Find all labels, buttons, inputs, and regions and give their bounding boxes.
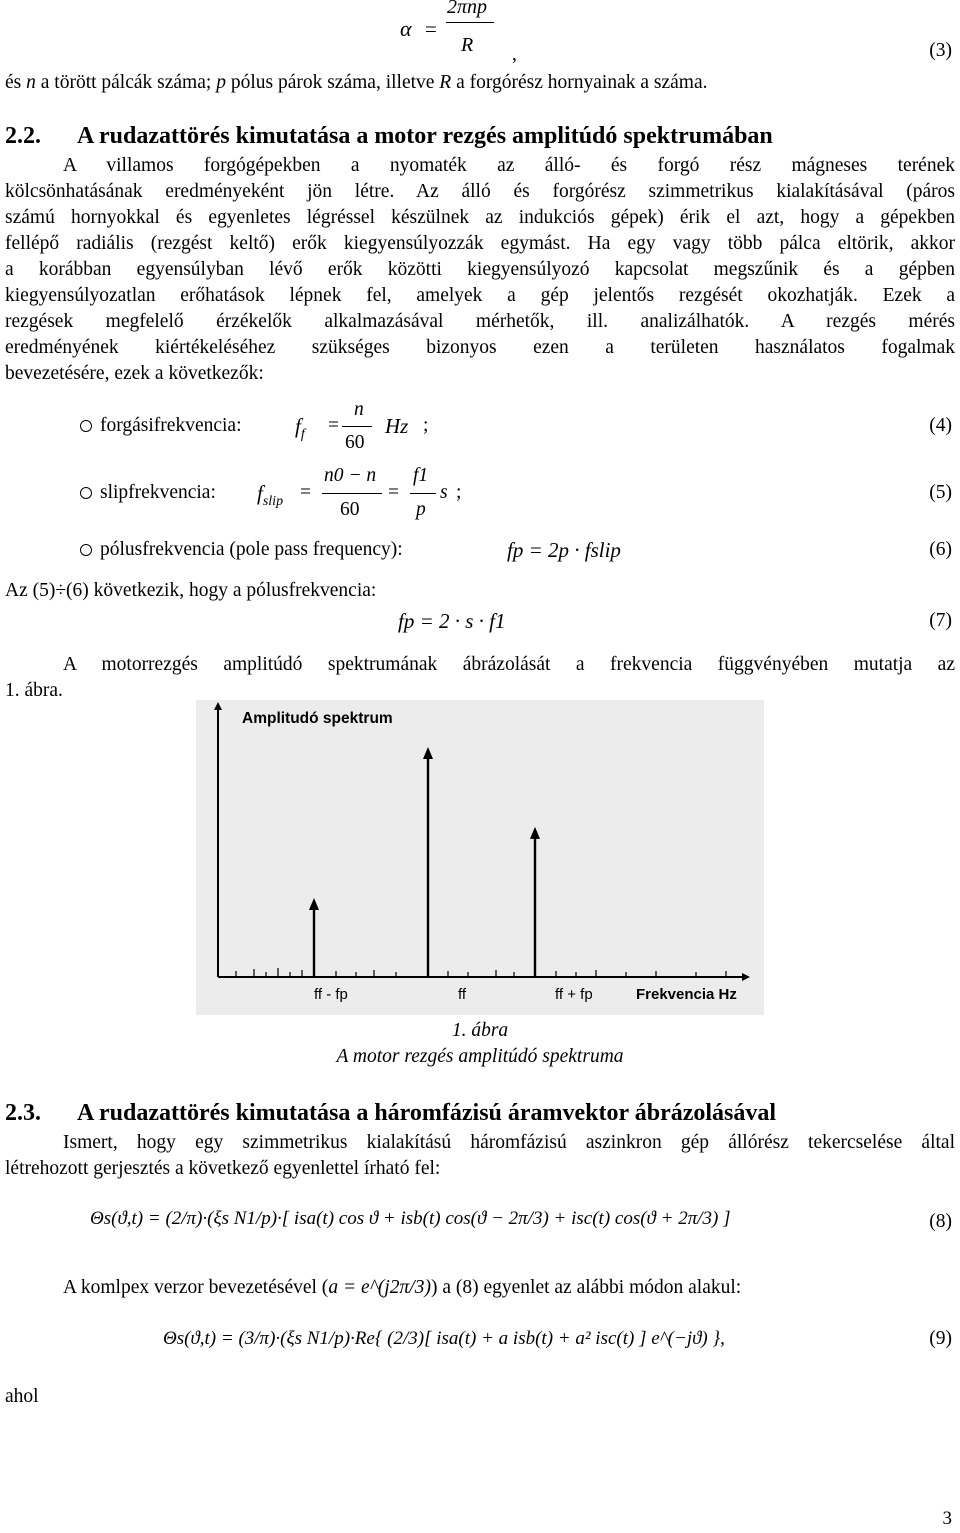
spectral-arrow-1 (309, 898, 319, 910)
chart-title: Amplitudó spektrum (242, 710, 393, 727)
bullet-icon (80, 487, 92, 499)
eq5-rhs: s (440, 482, 448, 503)
conclusion-line: Az (5)÷(6) következik, hogy a pólusfrekvencia: (5, 580, 377, 601)
section-number: 2.2. (5, 123, 41, 149)
page-number: 3 (942, 1508, 952, 1529)
eq3-comma: , (512, 44, 517, 65)
chart-plot (196, 700, 764, 1015)
section-2-2-heading (5, 121, 955, 151)
eq3-formula (400, 16, 412, 42)
eq3-numerator: 2πnp (447, 0, 488, 18)
x-tick-label: ff (458, 986, 467, 1003)
ahol-label: ahol (5, 1386, 39, 1407)
eq5-numerator: n0 − n (324, 465, 377, 486)
eq5-fraction-bar-2 (410, 493, 436, 494)
bullet-icon (80, 544, 92, 556)
eq8-number: (8) (929, 1211, 952, 1232)
eq3-fraction-bar (446, 22, 494, 23)
eq4-fraction-bar (342, 426, 372, 427)
bullet-label-polusfrekvencia: pólusfrekvencia (pole pass frequency): (100, 539, 403, 560)
x-tick-label: ff - fp (314, 986, 348, 1003)
eq4-semicolon: ; (423, 415, 429, 436)
section-title: A rudazattörés kimutatása a háromfázisú áramvektor ábrázolásával (77, 1100, 777, 1126)
figure-number: 1. ábra (451, 1020, 509, 1041)
eq5-fraction-bar (322, 493, 382, 494)
section-number: 2.3. (5, 1100, 41, 1126)
paragraph-4: A komlpex verzor bevezetésével (a = e^(j2π/3)) a (8) egyenlet az alábbi módon alakul: (63, 1277, 742, 1298)
eq4-lhs: $f_f$ (295, 414, 305, 443)
eq3-number: (3) (929, 40, 952, 61)
bullet-label-forgasifrekvencia: forgásifrekvencia: (100, 415, 242, 436)
eq3-denominator: R (461, 34, 474, 56)
paragraph-2: A motorrezgés amplitúdó spektrumának ábrázolását a frekvencia függvényében mutatja az 1. ábra. (5, 654, 955, 701)
eq3-lhs: α (400, 16, 412, 41)
spectral-arrow-3 (530, 827, 540, 839)
figure-title: A motor rezgés amplitúdó spektruma (336, 1046, 624, 1067)
paragraph-3: Ismert, hogy egy szimmetrikus kialakítású háromfázisú aszinkron gép állórész tekercselése által létrehozott gerjesztés a következő egyenlettel írható fel: (5, 1132, 955, 1179)
spectral-arrow-2 (423, 747, 433, 759)
eq6-formula: fp = 2p · fslip (507, 538, 621, 562)
eq5-semicolon: ; (456, 482, 462, 503)
bullet-icon (80, 420, 92, 432)
eq5-denominator: 60 (340, 499, 360, 520)
x-axis-arrow (742, 973, 750, 981)
eq5-lhs: $f_{slip}$ (257, 481, 284, 510)
eq7-formula: fp = 2 · s · f1 (398, 609, 506, 633)
eq8-formula: Θs(ϑ,t) = (2/π)·(ξs N1/p)·[ isa(t) cos ϑ + isb(t) cos(ϑ − 2π/3) + isc(t) cos(ϑ + 2π/3) ] (90, 1208, 731, 1229)
x-axis-label: Frekvencia Hz (636, 986, 737, 1003)
eq4-denominator: 60 (345, 432, 365, 453)
paragraph-1: A villamos forgógépekben a nyomaték az álló- és forgó rész mágneses terének kölcsönhatásának eredményeként jön létre. Az álló és forgórész szimmetrikus kialakításával (páros számú hornyokkal és egyenletes légréssel készülnek az indukciós gépek) érik el azt, hogy a gépekben fellépő radiális (rezgést keltő) erők kiegyensúlyozzák egymást. Ha egy vagy több pálca eltörik, akkor a korábban egyensúlyban lévő erők közötti kiegyensúlyozó kapcsolat megszűnik és a gépben kiegyensúlyozatlan erőhatások lépnek fel, amelyek a gép jelentős rezgését okozhatják. Ezek a rezgések megfelelő érzékelők alkalmazásával mérhetők, ill. analizálhatók. A rezgés mérés eredményének kiértékeléséhez szükséges bizonyos ezen a területen használatos fogalmak bevezetésére, ezek a következők: (5, 155, 955, 384)
section-2-3-heading (5, 1098, 955, 1128)
eq9-number: (9) (929, 1328, 952, 1349)
y-axis-arrow (214, 702, 222, 710)
eq7-number: (7) (929, 610, 952, 631)
eq5-equals: = (300, 482, 311, 503)
amplitude-spectrum-chart (196, 700, 764, 1015)
eq4-equals: = (328, 415, 339, 436)
eq4-numerator: n (354, 399, 364, 420)
eq5-denominator-2: p (416, 499, 426, 520)
intro-line: és n a törött pálcák száma; p pólus párok száma, illetve R a forgórész hornyainak a száma. (5, 72, 708, 93)
x-tick-label: ff + fp (555, 986, 593, 1003)
eq9-formula: Θs(ϑ,t) = (3/π)·(ξs N1/p)·Re{ (2/3)[ isa(t) + a isb(t) + a² isc(t) ] e^(−jϑ) }, (163, 1328, 725, 1349)
eq3-equals: = (425, 17, 437, 41)
eq5-equals-2: = (388, 482, 399, 503)
eq4-unit: Hz (385, 414, 409, 438)
bullet-label-slipfrekvencia: slipfrekvencia: (100, 482, 216, 503)
eq6-number: (6) (929, 539, 952, 560)
eq4-number: (4) (929, 415, 952, 436)
eq5-number: (5) (929, 482, 952, 503)
eq5-numerator-2: f1 (413, 465, 429, 486)
section-title: A rudazattörés kimutatása a motor rezgés amplitúdó spektrumában (77, 123, 773, 149)
